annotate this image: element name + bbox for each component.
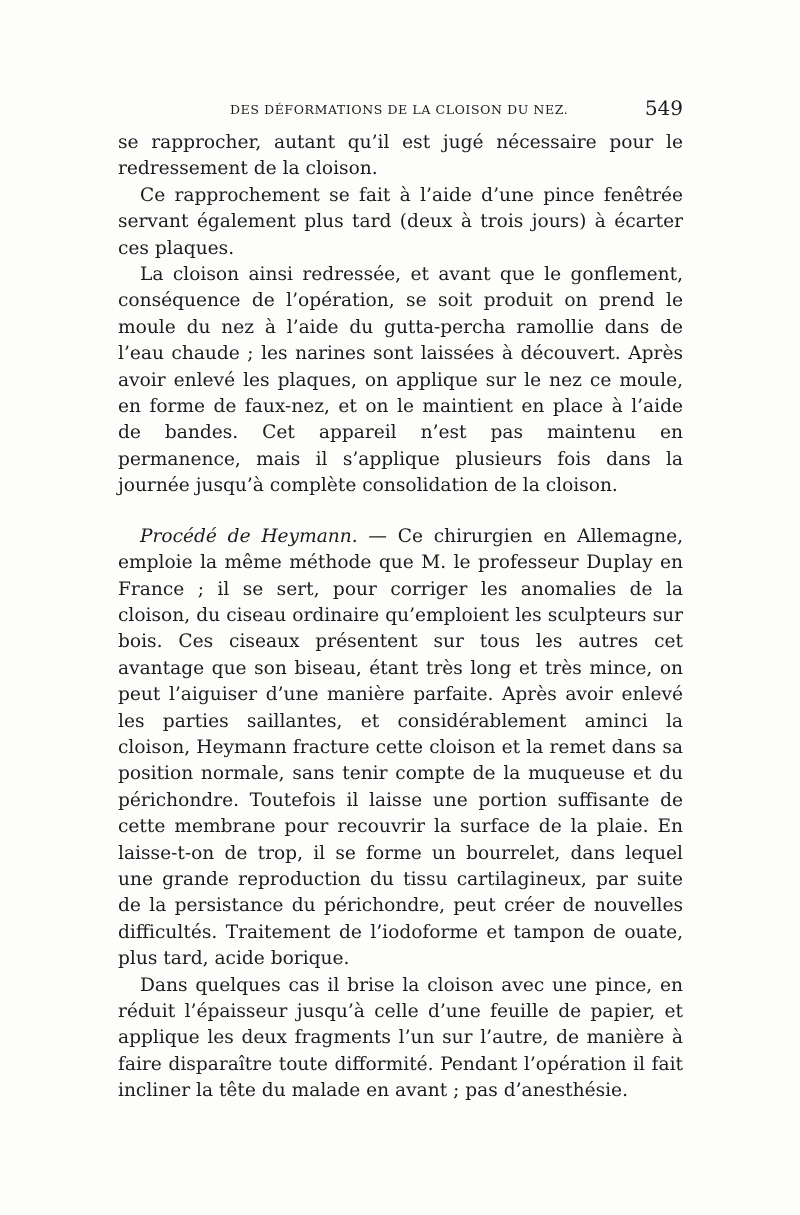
running-title: DES DÉFORMATIONS DE LA CLOISON DU NEZ. <box>230 102 569 117</box>
paragraph-continuation: se rapprocher, autant qu’il est jugé nécessaire pour le redressement de la cloison. <box>118 132 683 180</box>
body-text <box>118 130 683 1105</box>
page-header <box>118 96 683 126</box>
page-number: 549 <box>644 96 683 120</box>
section-heading-heymann: Procédé de Heymann. <box>140 525 358 547</box>
paragraph-rapprochement: Ce rapprochement se fait à l’aide d’une pince fenêtrée servant également plus tard (deux à trois jours) à écarter ces plaques. <box>118 184 683 259</box>
paragraph-pince: Dans quelques cas il brise la cloison avec une pince, en réduit l’épaisseur jusqu’à celle d’une feuille de papier, et applique les deux fragments l’un sur l’autre, de manière à faire disparaître toute difformité. Pendant l’opération il fait incliner la tête du malade en avant ; pas d’anesthésie. <box>118 974 683 1102</box>
paragraph-cloison-redressee: La cloison ainsi redressée, et avant que le gonflement, conséquence de l’opération, se soit produit on prend le moule du nez à l’aide du gutta-percha ramollie dans de l’eau chaude ; les narines sont laissées à découvert. Après avoir enlevé les plaques, on applique sur le nez ce moule, en forme de faux-nez, et on le maintient en place à l’aide de bandes. Cet appareil n’est pas maintenu en permanence, mais il s’applique plusieurs fois dans la journée jusqu’à complète consolidation de la cloison. <box>118 264 683 497</box>
paragraph-heymann-text: — Ce chirurgien en Allemagne, emploie la même méthode que M. le professeur Duplay en France ; il se sert, pour corriger les anomalies de la cloison, du ciseau ordinaire qu’emploient les sculpteurs sur bois. Ces ciseaux présentent sur tous les autres cet avantage que son biseau, étant très long et très mince, on peut l’aiguiser d’une manière parfaite. Après avoir enlevé les parties saillantes, et considérablement aminci la cloison, Heymann fracture cette cloison et la remet dans sa position normale, sans tenir compte de la muqueuse et du périchondre. Toutefois il laisse une portion suffisante de cette membrane pour recouvrir la surface de la plaie. En laisse-t-on de trop, il se forme un bourrelet, dans lequel une grande reproduction du tissu cartilagineux, par suite de la persistance du périchondre, peut créer de nouvelles difficultés. Traitement de l’iodoforme et tampon de ouate, plus tard, acide borique. <box>118 525 684 970</box>
paragraph-procede-heymann <box>118 524 683 973</box>
